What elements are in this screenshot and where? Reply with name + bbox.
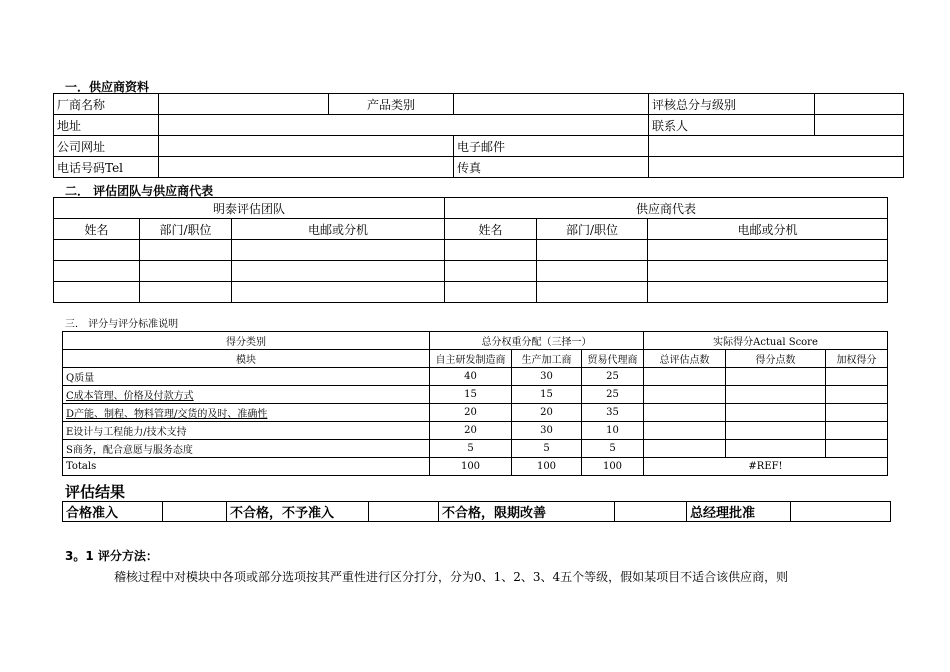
evaluation-team-table <box>53 197 888 303</box>
weight-cell: 20 <box>512 404 582 422</box>
score-cell[interactable] <box>726 422 826 440</box>
totals-row <box>63 458 888 476</box>
table-row <box>54 261 888 282</box>
weight-cell: 5 <box>430 440 512 458</box>
score-cell[interactable] <box>644 386 726 404</box>
col-team-name: 姓名 <box>54 219 140 240</box>
actual-total: #REF! <box>644 458 888 476</box>
section2-title: 二． 评估团队与供应商代表 <box>65 184 214 198</box>
weight-cell: 25 <box>582 386 644 404</box>
section1-title: 一．供应商资料 <box>65 80 150 94</box>
score-cell[interactable] <box>726 440 826 458</box>
team-header: 明泰评估团队 <box>54 198 445 219</box>
contact-value[interactable] <box>815 115 904 136</box>
col-team-email: 电邮或分机 <box>232 219 445 240</box>
score-cell[interactable] <box>644 422 726 440</box>
col-rep-dept: 部门/职位 <box>537 219 648 240</box>
subheader-score-points: 得分点数 <box>726 350 826 368</box>
score-grade-value[interactable] <box>815 94 904 115</box>
weight-cell: 15 <box>512 386 582 404</box>
module-e: E设计与工程能力/技术支持 <box>63 422 430 440</box>
score-cell[interactable] <box>826 368 888 386</box>
table-row <box>63 440 888 458</box>
col-rep-email: 电邮或分机 <box>648 219 888 240</box>
fail-improve-checkbox[interactable] <box>615 502 687 522</box>
score-cell[interactable] <box>826 422 888 440</box>
table-row <box>54 282 888 303</box>
supplier-info-table <box>53 93 904 178</box>
subheader-processor: 生产加工商 <box>512 350 582 368</box>
email-label: 电子邮件 <box>454 136 649 157</box>
address-label: 地址 <box>54 115 159 136</box>
address-value[interactable] <box>159 115 649 136</box>
header-actual-score: 实际得分Actual Score <box>644 332 888 350</box>
module-d: D产能、制程、物料管理/交货的及时、准确性 <box>63 404 430 422</box>
result-table <box>62 501 891 522</box>
score-grade-label: 评核总分与级别 <box>649 94 815 115</box>
score-cell[interactable] <box>644 368 726 386</box>
score-cell[interactable] <box>726 386 826 404</box>
manufacturer-name-label: 厂商名称 <box>54 94 159 115</box>
score-cell[interactable] <box>826 440 888 458</box>
score-cell[interactable] <box>826 404 888 422</box>
scoring-table <box>62 331 888 476</box>
gm-approval-label: 总经理批准 <box>687 502 791 522</box>
result-title: 评估结果 <box>65 483 126 501</box>
weight-cell: 10 <box>582 422 644 440</box>
header-score-category: 得分类别 <box>63 332 430 350</box>
method-title: 3。1 评分方法： <box>65 549 158 563</box>
table-row <box>63 386 888 404</box>
score-cell[interactable] <box>644 404 726 422</box>
manufacturer-name-value[interactable] <box>159 94 329 115</box>
contact-label: 联系人 <box>649 115 815 136</box>
fax-label: 传真 <box>454 157 649 178</box>
phone-value[interactable] <box>159 157 454 178</box>
module-s: S商务，配合意愿与服务态度 <box>63 440 430 458</box>
supplier-rep-header: 供应商代表 <box>445 198 888 219</box>
website-label: 公司网址 <box>54 136 159 157</box>
weight-cell: 30 <box>512 368 582 386</box>
module-c: C成本管理、价格及付款方式 <box>63 386 430 404</box>
product-category-label: 产品类别 <box>329 94 454 115</box>
pass-checkbox[interactable] <box>163 502 227 522</box>
table-row <box>54 240 888 261</box>
totals-label: Totals <box>63 458 430 476</box>
total-cell: 100 <box>430 458 512 476</box>
module-q: Q质量 <box>63 368 430 386</box>
weight-cell: 20 <box>430 422 512 440</box>
header-module: 模块 <box>63 350 430 368</box>
subheader-weighted-score: 加权得分 <box>826 350 888 368</box>
fax-value[interactable] <box>649 157 904 178</box>
score-cell[interactable] <box>826 386 888 404</box>
method-text: 稽核过程中对模块中各项或部分选项按其严重性进行区分打分，分为0、1、2、3、4五个等级，假如某项目不适合该供应商，则 <box>114 570 789 584</box>
score-cell[interactable] <box>644 440 726 458</box>
subheader-total-points: 总评估点数 <box>644 350 726 368</box>
gm-approval-signature[interactable] <box>791 502 891 522</box>
col-team-dept: 部门/职位 <box>140 219 232 240</box>
weight-cell: 30 <box>512 422 582 440</box>
weight-cell: 20 <box>430 404 512 422</box>
table-row <box>63 368 888 386</box>
fail-reject-option: 不合格，不予准入 <box>227 502 369 522</box>
pass-option: 合格准入 <box>63 502 163 522</box>
header-weight: 总分权重分配（三择一） <box>430 332 644 350</box>
score-cell[interactable] <box>726 404 826 422</box>
weight-cell: 15 <box>430 386 512 404</box>
table-row <box>63 422 888 440</box>
weight-cell: 40 <box>430 368 512 386</box>
total-cell: 100 <box>512 458 582 476</box>
fail-reject-checkbox[interactable] <box>369 502 439 522</box>
col-rep-name: 姓名 <box>445 219 537 240</box>
table-row <box>63 404 888 422</box>
weight-cell: 5 <box>512 440 582 458</box>
email-value[interactable] <box>649 136 904 157</box>
total-cell: 100 <box>582 458 644 476</box>
section3-title: 三． 评分与评分标准说明 <box>65 319 179 330</box>
subheader-trader: 贸易代理商 <box>582 350 644 368</box>
subheader-manufacturer: 自主研发制造商 <box>430 350 512 368</box>
score-cell[interactable] <box>726 368 826 386</box>
phone-label: 电话号码Tel <box>54 157 159 178</box>
product-category-value[interactable] <box>454 94 649 115</box>
weight-cell: 5 <box>582 440 644 458</box>
fail-improve-option: 不合格，限期改善 <box>439 502 615 522</box>
weight-cell: 25 <box>582 368 644 386</box>
website-value[interactable] <box>159 136 454 157</box>
weight-cell: 35 <box>582 404 644 422</box>
